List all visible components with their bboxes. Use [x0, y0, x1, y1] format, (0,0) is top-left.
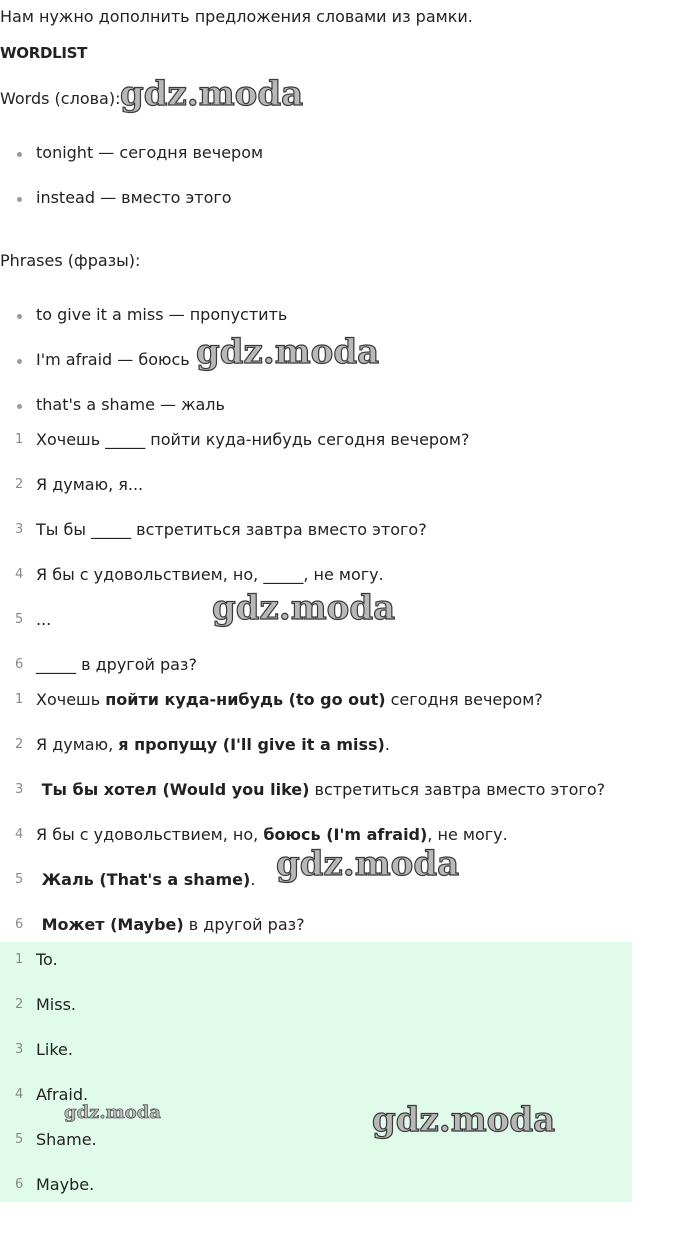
watermark-logo: gdz.moda — [212, 588, 396, 628]
line-number: 2 — [15, 737, 24, 752]
answer-highlight: я пропущу (I'll give it a miss) — [118, 735, 385, 754]
list-item: I'm afraid — боюсь — [36, 350, 190, 369]
line-number: 5 — [15, 1132, 24, 1147]
line-number: 3 — [15, 1042, 24, 1057]
task-line: Ты бы _____ встретиться завтра вместо этого? — [36, 520, 427, 539]
wordlist-heading: WORDLIST — [0, 44, 88, 62]
task-line: Я думаю, я... — [36, 475, 144, 494]
line-number: 2 — [15, 997, 24, 1012]
line-number: 6 — [15, 917, 24, 932]
answer-highlight: Жаль (That's a shame) — [36, 870, 251, 889]
line-number: 5 — [15, 612, 24, 627]
line-number: 5 — [15, 872, 24, 887]
short-answer: To. — [36, 950, 58, 969]
answer-text: , не могу. — [427, 825, 508, 844]
task-line: _____ в другой раз? — [36, 655, 197, 674]
answer-text: сегодня вечером? — [385, 690, 543, 709]
answer-text: . — [384, 735, 390, 754]
answer-highlight: боюсь (I'm afraid) — [263, 825, 428, 844]
answer-highlight: Ты бы хотел (Would you like) — [36, 780, 310, 799]
bullet-icon — [17, 314, 22, 319]
words-label: Words (слова): — [0, 89, 121, 108]
line-number: 4 — [15, 1087, 24, 1102]
line-number: 3 — [15, 782, 24, 797]
answer-text: . — [250, 870, 256, 889]
answer-line — [36, 779, 605, 801]
answer-text: Я бы с удовольствием, но, — [36, 825, 264, 844]
short-answer: Miss. — [36, 995, 77, 1014]
answer-text: Хочешь — [36, 690, 106, 709]
bullet-icon — [17, 152, 22, 157]
line-number: 4 — [15, 567, 24, 582]
list-item: instead — вместо этого — [36, 188, 232, 207]
bullet-icon — [17, 197, 22, 202]
answer-text: встретиться завтра вместо этого? — [309, 780, 606, 799]
task-line: ... — [36, 610, 52, 629]
short-answers-block — [0, 942, 632, 1202]
watermark-logo: gdz.moda — [64, 1102, 161, 1123]
line-number: 1 — [15, 952, 24, 967]
list-item: that's a shame — жаль — [36, 395, 225, 414]
list-item: to give it a miss — пропустить — [36, 305, 288, 324]
watermark-logo: gdz.moda — [372, 1100, 556, 1140]
answer-highlight: пойти куда-нибудь (to go out) — [105, 690, 386, 709]
answer-line — [36, 689, 543, 711]
watermark-logo: gdz.moda — [196, 332, 380, 372]
line-number: 1 — [15, 432, 24, 447]
watermark-logo: gdz.moda — [120, 74, 304, 114]
bullet-icon — [17, 359, 22, 364]
answer-line — [36, 869, 255, 891]
line-number: 6 — [15, 657, 24, 672]
task-line: Хочешь _____ пойти куда-нибудь сегодня вечером? — [36, 430, 470, 449]
phrases-label: Phrases (фразы): — [0, 251, 141, 270]
line-number: 6 — [15, 1177, 24, 1192]
short-answer: Shame. — [36, 1130, 97, 1149]
watermark-logo: gdz.moda — [276, 844, 460, 884]
answer-text: Я думаю, — [36, 735, 119, 754]
answer-highlight: Может (Maybe) — [36, 915, 184, 934]
short-answer: Like. — [36, 1040, 73, 1059]
line-number: 3 — [15, 522, 24, 537]
task-line: Я бы с удовольствием, но, _____, не могу. — [36, 565, 384, 584]
short-answer: Afraid. — [36, 1085, 89, 1104]
intro-text: Нам нужно дополнить предложения словами из рамки. — [0, 7, 473, 26]
answer-line — [36, 734, 390, 756]
bullet-icon — [17, 404, 22, 409]
short-answer: Maybe. — [36, 1175, 95, 1194]
line-number: 2 — [15, 477, 24, 492]
answer-line — [36, 824, 508, 846]
answer-line — [36, 914, 305, 936]
list-item: tonight — сегодня вечером — [36, 143, 264, 162]
line-number: 1 — [15, 692, 24, 707]
line-number: 4 — [15, 827, 24, 842]
answer-text: в другой раз? — [183, 915, 305, 934]
